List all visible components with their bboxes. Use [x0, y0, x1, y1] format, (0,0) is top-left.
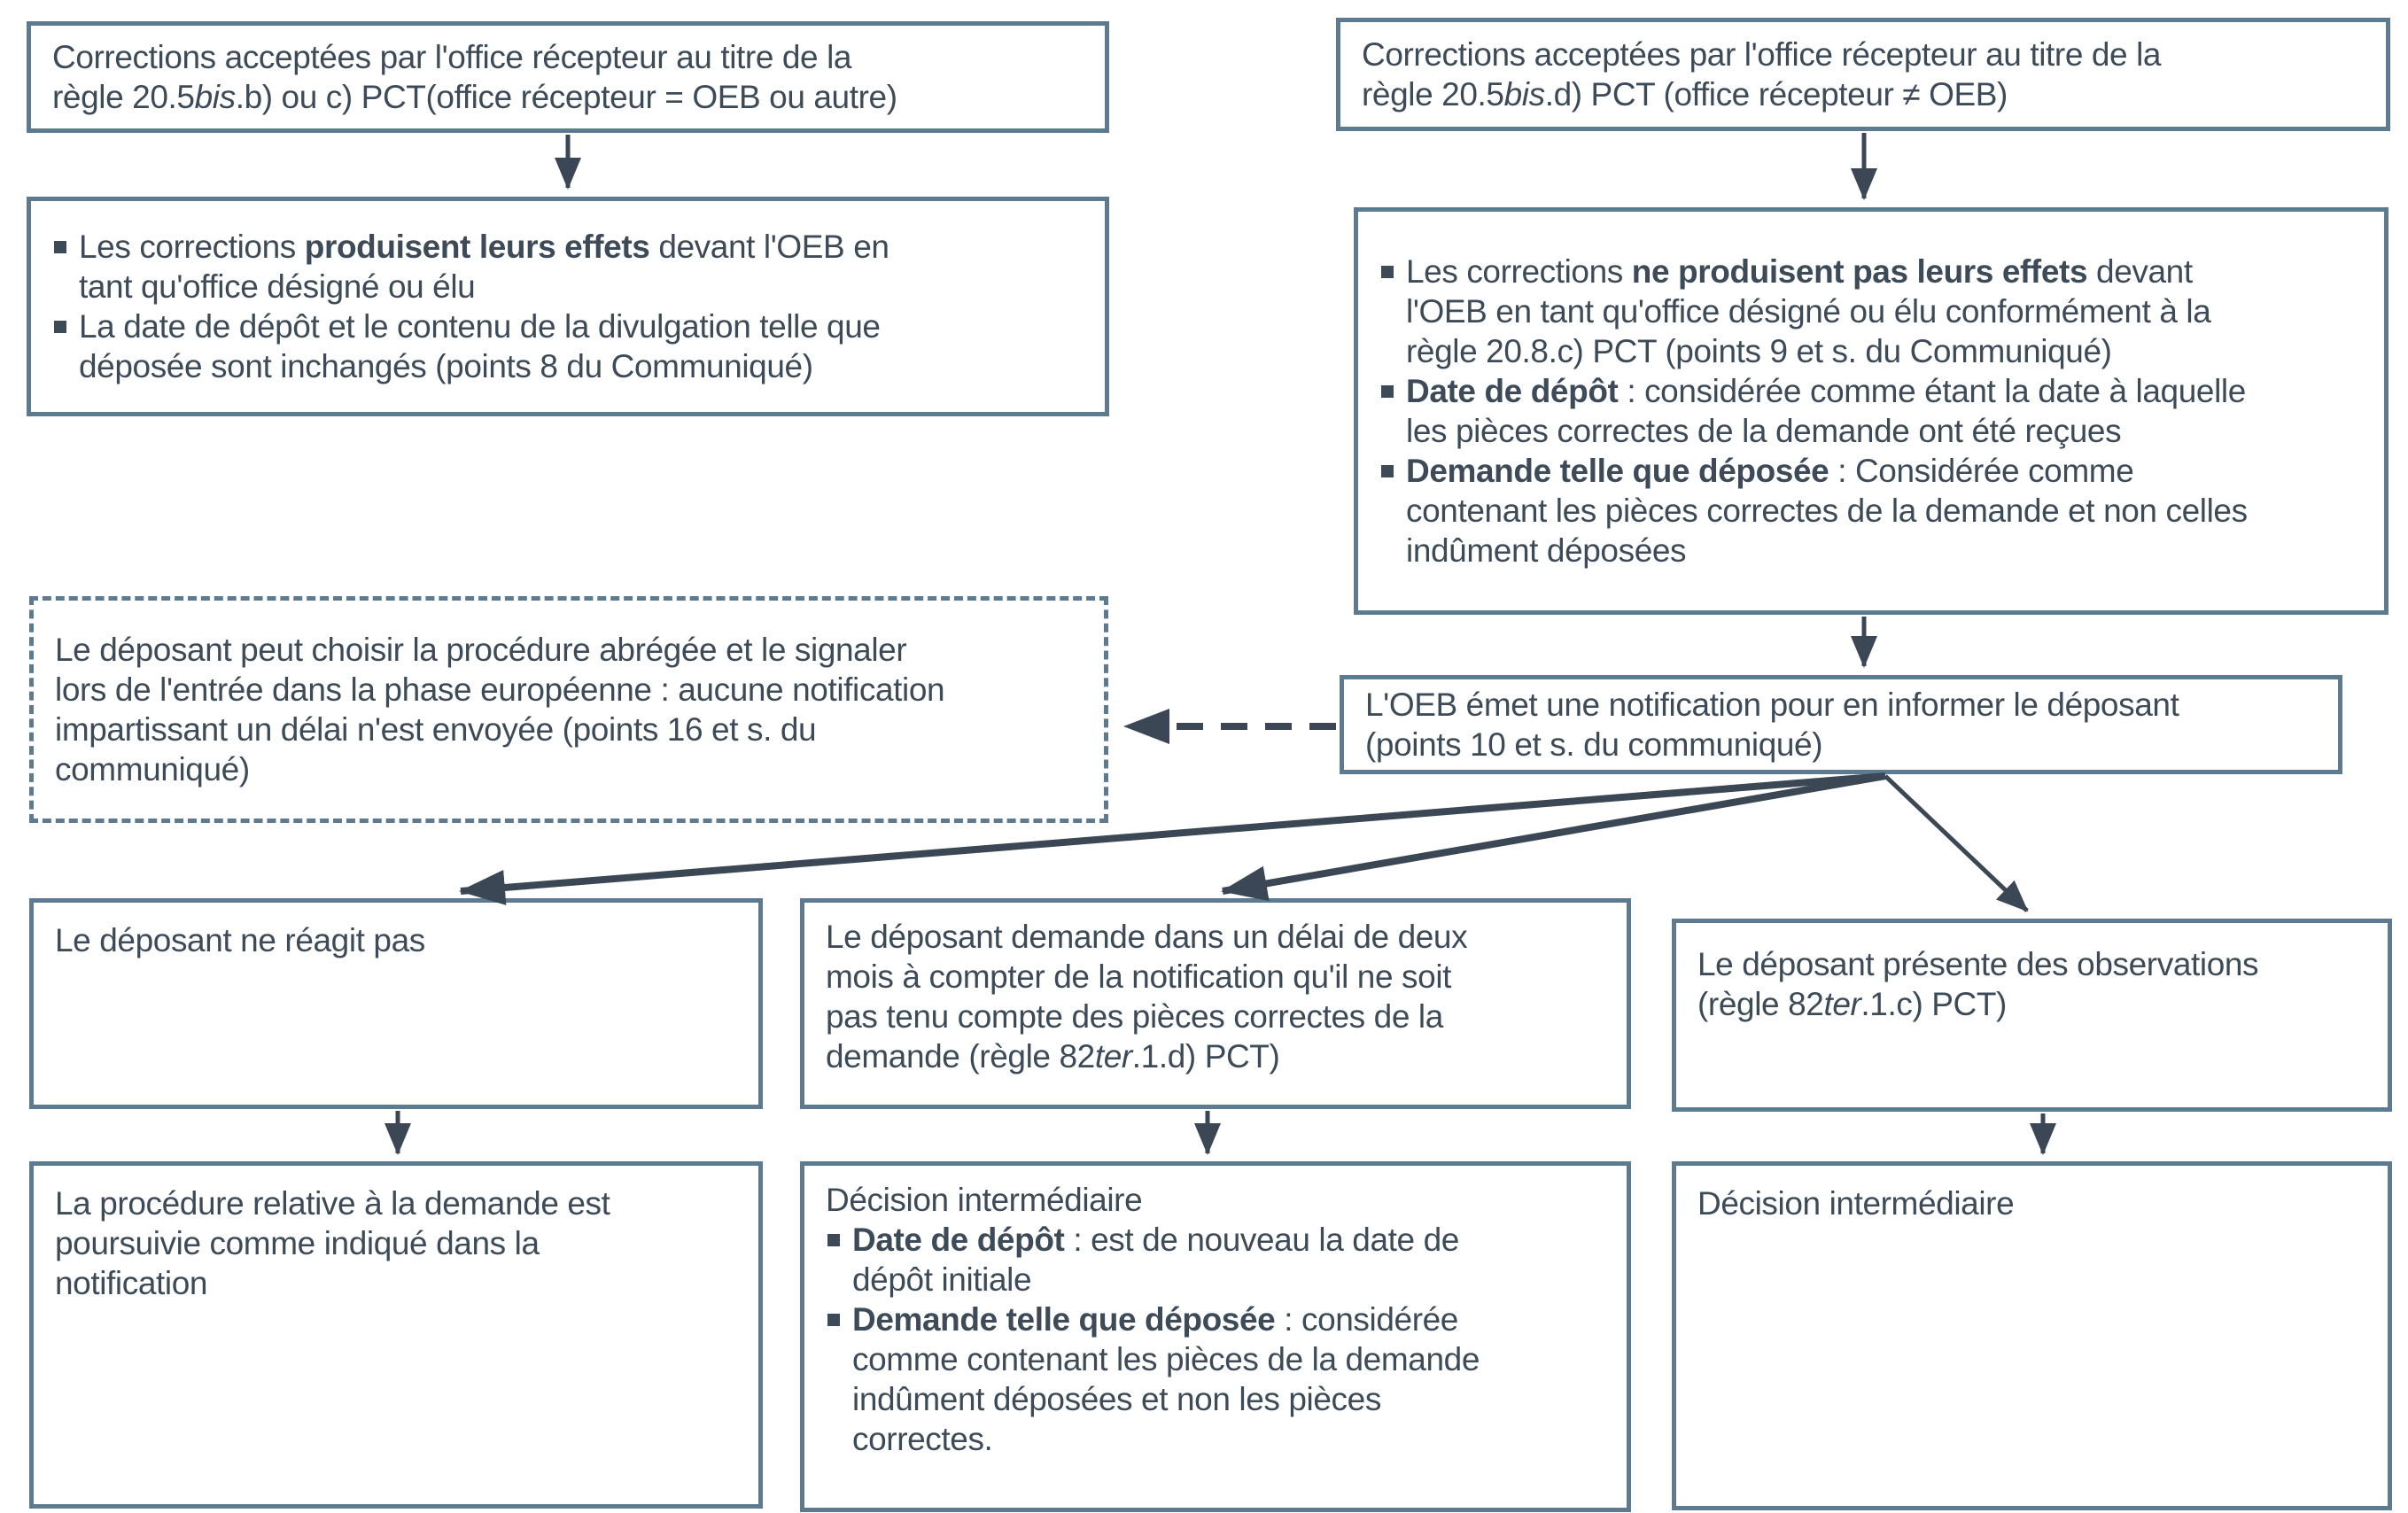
- bullet-item: [1381, 371, 2366, 451]
- bullet-list: [1358, 252, 2384, 570]
- bullet-text: Les corrections produisent leurs effets devant l'OEB en tant qu'office désigné ou élu: [79, 229, 889, 305]
- node-text: Décision intermédiaire: [1697, 1185, 2015, 1222]
- node-effects-before-oeb: [27, 197, 1109, 416]
- node-text: Corrections acceptées par l'office récepteur au titre de la règle 20.5bis.b) ou c) PCT(office récepteur = OEB ou autre): [52, 39, 897, 115]
- bullet-item: [1381, 252, 2366, 371]
- node-text: Le déposant peut choisir la procédure abrégée et le signaler lors de l'entrée dans la phase européenne : aucune notification impartissant un délai n'est envoyée (points 16 et s. du communiqué): [55, 632, 945, 788]
- bullet-item: [54, 227, 1087, 306]
- bullet-item: [1381, 451, 2366, 570]
- bullet-item: [54, 306, 1087, 386]
- bullet-text: Demande telle que déposée : Considérée comme contenant les pièces correctes de la demande et non celles indûment déposées: [1406, 453, 2248, 569]
- arrow-notification-to-observations: [1885, 776, 2027, 911]
- node-corrections-accepted-rule205bis-bc: [27, 21, 1109, 133]
- node-interim-decision-detail: [800, 1161, 1631, 1512]
- square-bullet-icon: [1381, 266, 1394, 278]
- bullet-text: Date de dépôt : considérée comme étant la date à laquelle les pièces correctes de la demande ont été reçues: [1406, 373, 2246, 449]
- node-abridged-procedure-option: [29, 596, 1108, 823]
- node-procedure-continued: [29, 1161, 763, 1509]
- square-bullet-icon: [54, 321, 66, 333]
- square-bullet-icon: [827, 1234, 840, 1246]
- bullet-text: Les corrections ne produisent pas leurs effets devant l'OEB en tant qu'office désigné ou élu conformément à la règle 20.8.c) PCT (points 9 et s. du Communiqué): [1406, 253, 2211, 369]
- node-text: L'OEB émet une notification pour en informer le déposant (points 10 et s. du communiqué): [1365, 687, 2179, 763]
- node-applicant-no-reaction: [29, 898, 763, 1109]
- node-text: Le déposant présente des observations (règle 82ter.1.c) PCT): [1697, 946, 2259, 1022]
- bullet-list: [31, 227, 1105, 386]
- arrow-notification-to-request: [1223, 776, 1885, 891]
- bullet-item: [827, 1300, 1609, 1459]
- node-corrections-accepted-rule205bis-d: [1336, 18, 2390, 131]
- node-oeb-notification: [1340, 675, 2342, 774]
- square-bullet-icon: [827, 1314, 840, 1326]
- square-bullet-icon: [1381, 385, 1394, 398]
- node-text: La procédure relative à la demande est poursuivie comme indiqué dans la notification: [55, 1185, 610, 1301]
- square-bullet-icon: [54, 241, 66, 253]
- node-text: Corrections acceptées par l'office récepteur au titre de la règle 20.5bis.d) PCT (office récepteur ≠ OEB): [1362, 36, 2162, 113]
- bullet-item: [827, 1220, 1609, 1300]
- bullet-text: Demande telle que déposée : considérée comme contenant les pièces de la demande indûment déposées et non les pièces correctes.: [852, 1301, 1480, 1457]
- node-title: Décision intermédiaire: [826, 1182, 1143, 1218]
- square-bullet-icon: [1381, 465, 1394, 477]
- node-interim-decision: [1672, 1161, 2392, 1510]
- node-no-effects-before-oeb: [1354, 207, 2389, 615]
- node-applicant-observations: [1672, 919, 2392, 1112]
- node-applicant-request-two-months: [800, 898, 1631, 1109]
- bullet-list: [804, 1220, 1627, 1459]
- bullet-text: Date de dépôt : est de nouveau la date de dépôt initiale: [852, 1222, 1459, 1298]
- node-text: Le déposant ne réagit pas: [55, 922, 425, 958]
- bullet-text: La date de dépôt et le contenu de la divulgation telle que déposée sont inchangés (points 8 du Communiqué): [79, 308, 881, 384]
- node-text: Le déposant demande dans un délai de deux mois à compter de la notification qu'il ne soit pas tenu compte des pièces correctes de la demande (règle 82ter.1.d) PCT): [826, 919, 1468, 1075]
